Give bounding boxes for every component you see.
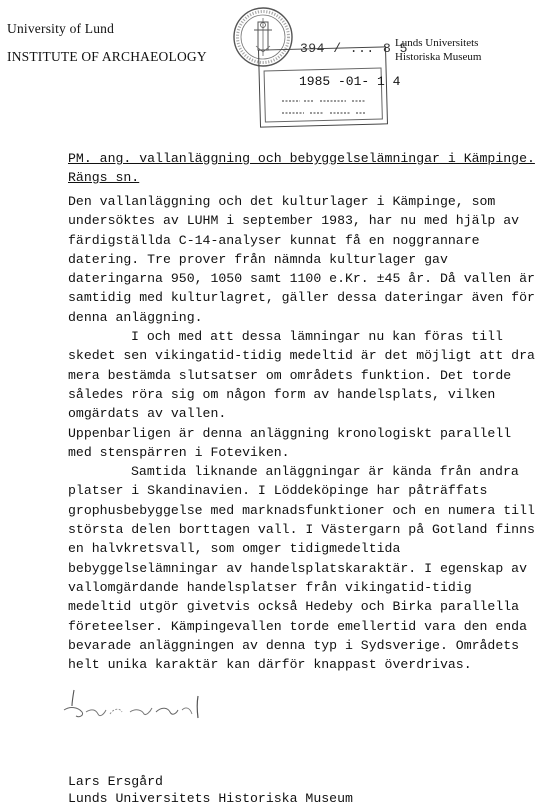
body-line: Samtida liknande anläggningar är kända från andra bbox=[131, 464, 519, 480]
body-line: en halvkretsvall, som omger tidigmedeltida bbox=[68, 541, 401, 557]
author-affiliation: Lunds Universitets Historiska Museum bbox=[68, 791, 353, 806]
stamp-number: 394 / ... 8 5 bbox=[300, 41, 408, 56]
letterhead-museum-line1: Lunds Universitets bbox=[395, 37, 479, 49]
body-line: denna anläggning. bbox=[68, 309, 203, 325]
body-line: Den vallanläggning och det kulturlager i Kämpinge, som bbox=[68, 194, 496, 209]
handwritten-signature-icon bbox=[58, 688, 218, 728]
body-line: grophusbebyggelse med marknadsfunktioner och en numera till bbox=[68, 502, 535, 518]
body-line: omgärdats av vallen. bbox=[68, 406, 227, 422]
body-line: mera bestämda slutsatser om områdets funktion. Det torde bbox=[68, 367, 512, 383]
letterhead-institute: INSTITUTE OF ARCHAEOLOGY bbox=[7, 49, 207, 64]
stamp-faint-text-icon bbox=[280, 96, 376, 120]
body-line: största delen borttagen vall. I Västergarn på Gotland finns bbox=[68, 522, 535, 538]
stamp-date: 1985 -01- 1 4 bbox=[299, 74, 401, 89]
body-line: platser i Skandinavien. I Löddeköpinge har påträffats bbox=[68, 483, 488, 499]
body-line: således röra sig om någon form av handelsplats, vilken bbox=[68, 386, 496, 402]
body-line: Uppenbarligen är denna anläggning kronologiskt parallell bbox=[68, 425, 512, 441]
body-line: medeltid utgör givetvis också Hedeby och Birka parallella bbox=[68, 599, 520, 615]
body-line: skedet sen vikingatid-tidig medeltid är det möjligt att dra bbox=[68, 348, 535, 364]
body-line: I och med att dessa lämningar nu kan föras till bbox=[131, 329, 503, 345]
body-line: företeelser. Kämpingevallen torde emellertid vara den enda bbox=[68, 618, 527, 634]
body-line: undersöktes av LUHM i september 1983, har nu med hjälp av bbox=[68, 213, 520, 229]
body-line: bevarade anläggningen av denna typ i Sydsverige. Områdets bbox=[68, 637, 520, 653]
document-body bbox=[68, 192, 535, 674]
body-line: bebyggelselämningar av handelsplatskaraktär. I egenskap av bbox=[68, 560, 527, 576]
letterhead-museum-line2: Historiska Museum bbox=[395, 51, 482, 63]
body-line: vallomgärdande handelsplatser från vikingatid-tidig bbox=[68, 579, 472, 595]
document-title-line1: PM. ang. vallanläggning och bebyggelselämningar i Kämpinge. bbox=[68, 151, 535, 166]
body-line: färdigställda C-14-analyser kunnat få en noggrannare bbox=[68, 232, 480, 248]
body-line: helt unika karaktär kan därför knappast överdrivas. bbox=[68, 657, 472, 673]
body-line: med stenspärren i Foteviken. bbox=[68, 444, 290, 460]
author-name: Lars Ersgård bbox=[68, 774, 163, 789]
body-line: datering. Tre prover från nämnda kulturlager gav bbox=[68, 251, 448, 267]
body-line: samtidig med kulturlagret, gäller dessa dateringar även för bbox=[68, 290, 535, 306]
document-title-line2: Rängs sn. bbox=[68, 170, 140, 185]
body-line: dateringarna 950, 1050 samt 1100 e.Kr. ±45 år. Då vallen är bbox=[68, 271, 535, 287]
letterhead-university: University of Lund bbox=[7, 21, 115, 36]
